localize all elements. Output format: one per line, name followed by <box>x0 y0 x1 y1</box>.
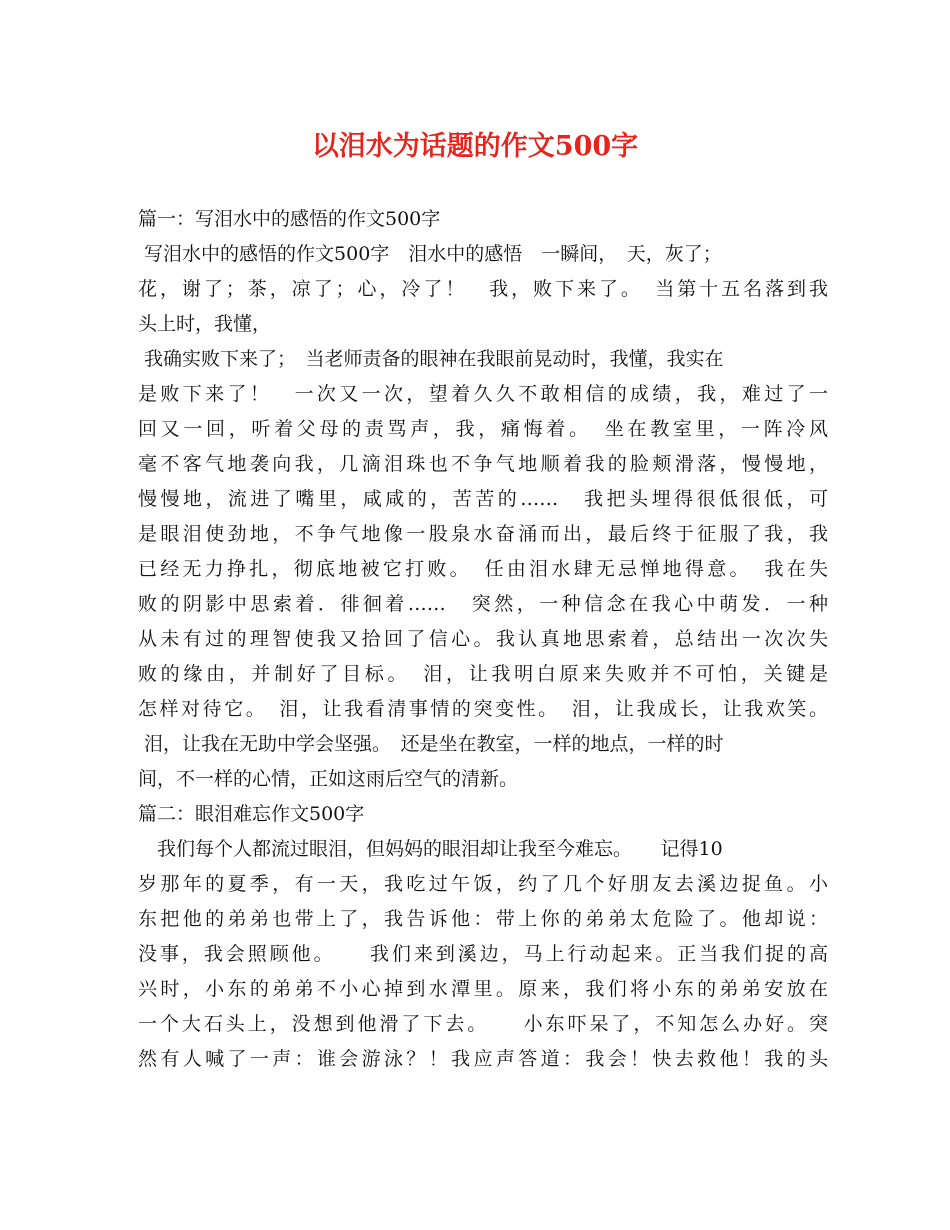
body-line: 毫不客气地袭向我，几滴泪珠也不争气地顺着我的脸颊滑落，慢慢地， <box>138 453 828 475</box>
body-line: 败的缘由，并制好了目标。 泪，让我明白原来失败并不可怕，关键是 <box>138 663 828 685</box>
body-line: 是败下来了！ 一次又一次，望着久久不敢相信的成绩，我，难过了一 <box>138 383 828 405</box>
body-line: 兴时，小东的弟弟不小心掉到水潭里。原来，我们将小东的弟弟安放在 <box>138 978 828 1000</box>
section-heading-2: 篇二：眼泪难忘作文500字 <box>138 803 365 825</box>
body-line: 东把他的弟弟也带上了，我告诉他：带上你的弟弟太危险了。他却说： <box>138 908 828 930</box>
body-line: 头上时，我懂， <box>138 313 272 335</box>
document-title: 以泪水为话题的作文500字 <box>311 131 639 162</box>
body-line: 我确实败下来了； 当老师责备的眼神在我眼前晃动时，我懂，我实在 <box>138 348 724 370</box>
body-line: 岁那年的夏季，有一天，我吃过午饭，约了几个好朋友去溪边捉鱼。小 <box>138 873 828 895</box>
body-line: 回又一回，听着父母的责骂声，我，痛悔着。 坐在教室里，一阵冷风 <box>138 418 828 440</box>
body-line: 是眼泪使劲地，不争气地像一股泉水奋涌而出，最后终于征服了我，我 <box>138 523 828 545</box>
body-line: 从未有过的理智使我又拾回了信心。我认真地思索着，总结出一次次失 <box>138 628 828 650</box>
body-line: 间，不一样的心情，正如这雨后空气的清新。 <box>138 768 519 790</box>
body-line: 一个大石头上，没想到他滑了下去。 小东吓呆了，不知怎么办好。突 <box>138 1013 828 1035</box>
body-line: 没事，我会照顾他。 我们来到溪边，马上行动起来。正当我们捉的高 <box>138 943 828 965</box>
body-line: 写泪水中的感悟的作文500字 泪水中的感悟 一瞬间， 天，灰了； <box>138 243 722 265</box>
body-line: 败的阴影中思索着．徘徊着…… 突然，一种信念在我心中萌发．一种 <box>138 593 828 615</box>
body-line: 慢慢地，流进了嘴里，咸咸的，苦苦的…… 我把头埋得很低很低，可 <box>138 488 828 510</box>
body-line: 花，谢了；茶，凉了；心，冷了！ 我，败下来了。 当第十五名落到我 <box>138 278 828 300</box>
body-line: 已经无力挣扎，彻底地被它打败。 任由泪水肆无忌惮地得意。 我在失 <box>138 558 828 580</box>
body-line: 我们每个人都流过眼泪，但妈妈的眼泪却让我至今难忘。 记得10 <box>138 838 723 860</box>
body-line: 然有人喊了一声：谁会游泳？！我应声答道：我会！快去救他！我的头 <box>138 1048 828 1070</box>
body-line: 怎样对待它。 泪，让我看清事情的突变性。 泪，让我成长，让我欢笑。 <box>138 698 828 720</box>
section-heading-1: 篇一：写泪水中的感悟的作文500字 <box>138 208 441 230</box>
body-line: 泪，让我在无助中学会坚强。 还是坐在教室，一样的地点，一样的时 <box>138 733 724 755</box>
